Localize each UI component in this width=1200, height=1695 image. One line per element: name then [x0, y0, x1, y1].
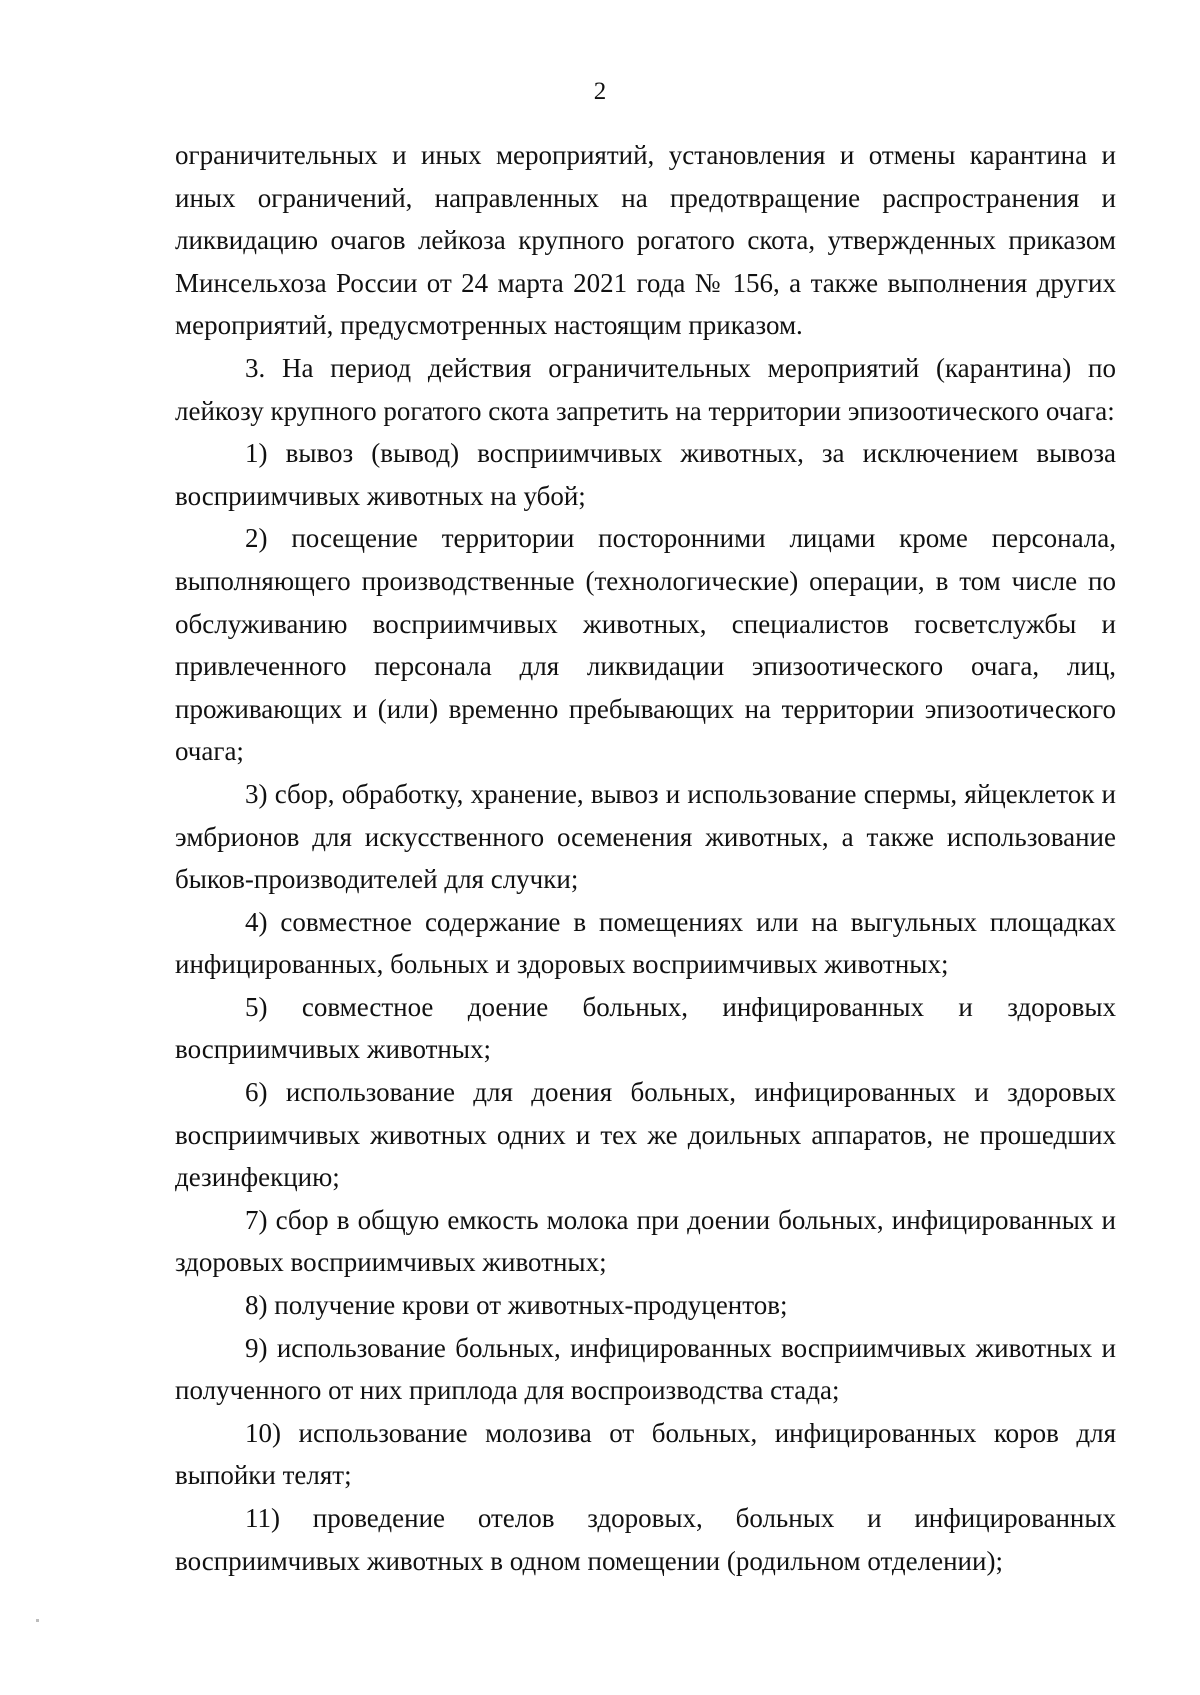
list-item-3: 3) сбор, обработку, хранение, вывоз и использование спермы, яйцеклеток и эмбрионов для искусственного осеменения животных, а также использование быков-производителей для случки; [175, 778, 1116, 895]
document-body [175, 134, 1116, 1582]
list-item-6: 6) использование для доения больных, инфицированных и здоровых восприимчивых животных одних и тех же доильных аппаратов, не прошедших дезинфекцию; [175, 1077, 1116, 1193]
list-item-4: 4) совместное содержание в помещениях или на выгульных площадках инфицированных, больных и здоровых восприимчивых животных; [175, 906, 1116, 980]
list-item-7: 7) сбор в общую емкость молока при доении больных, инфицированных и здоровых восприимчивых животных; [175, 1204, 1116, 1278]
list-item-11: 11) проведение отелов здоровых, больных и инфицированных восприимчивых животных в одном помещении (родильном отделении); [175, 1503, 1116, 1576]
list-item-1: 1) вывоз (вывод) восприимчивых животных, за исключением вывоза восприимчивых животных на убой; [175, 438, 1116, 511]
list-item-9: 9) использование больных, инфицированных восприимчивых животных и полученного от них приплода для воспроизводства стада; [175, 1332, 1116, 1406]
list-item-10: 10) использование молозива от больных, инфицированных коров для выпойки телят; [175, 1417, 1116, 1491]
list-item-8: 8) получение крови от животных-продуцентов; [245, 1290, 788, 1321]
paragraph-item-3: 3. На период действия ограничительных мероприятий (карантина) по лейкозу крупного рогатого скота запретить на территории эпизоотического очага: [175, 352, 1116, 426]
list-item-2: 2) посещение территории посторонними лицами кроме персонала, выполняющего производственные (технологические) операции, в том числе по обслуживанию восприимчивых животных, специалистов госветслужбы и привлеченного персонала для ликвидации эпизоотического очага, лиц, проживающих и (или) временно пребывающих на территории эпизоотического очага; [175, 523, 1116, 767]
paragraph-continuation: ограничительных и иных мероприятий, установления и отмены карантина и иных ограничений, направленных на предотвращение распространения и ликвидацию очагов лейкоза крупного рогатого скота, утвержденных приказом Минсельхоза России от 24 марта 2021 года № 156, а также выполнения других мероприятий, предусмотренных настоящим приказом. [175, 140, 1116, 341]
scan-speck [36, 1619, 39, 1622]
list-item-5: 5) совместное доение больных, инфицированных и здоровых восприимчивых животных; [175, 991, 1116, 1065]
page-number: 2 [593, 78, 607, 105]
